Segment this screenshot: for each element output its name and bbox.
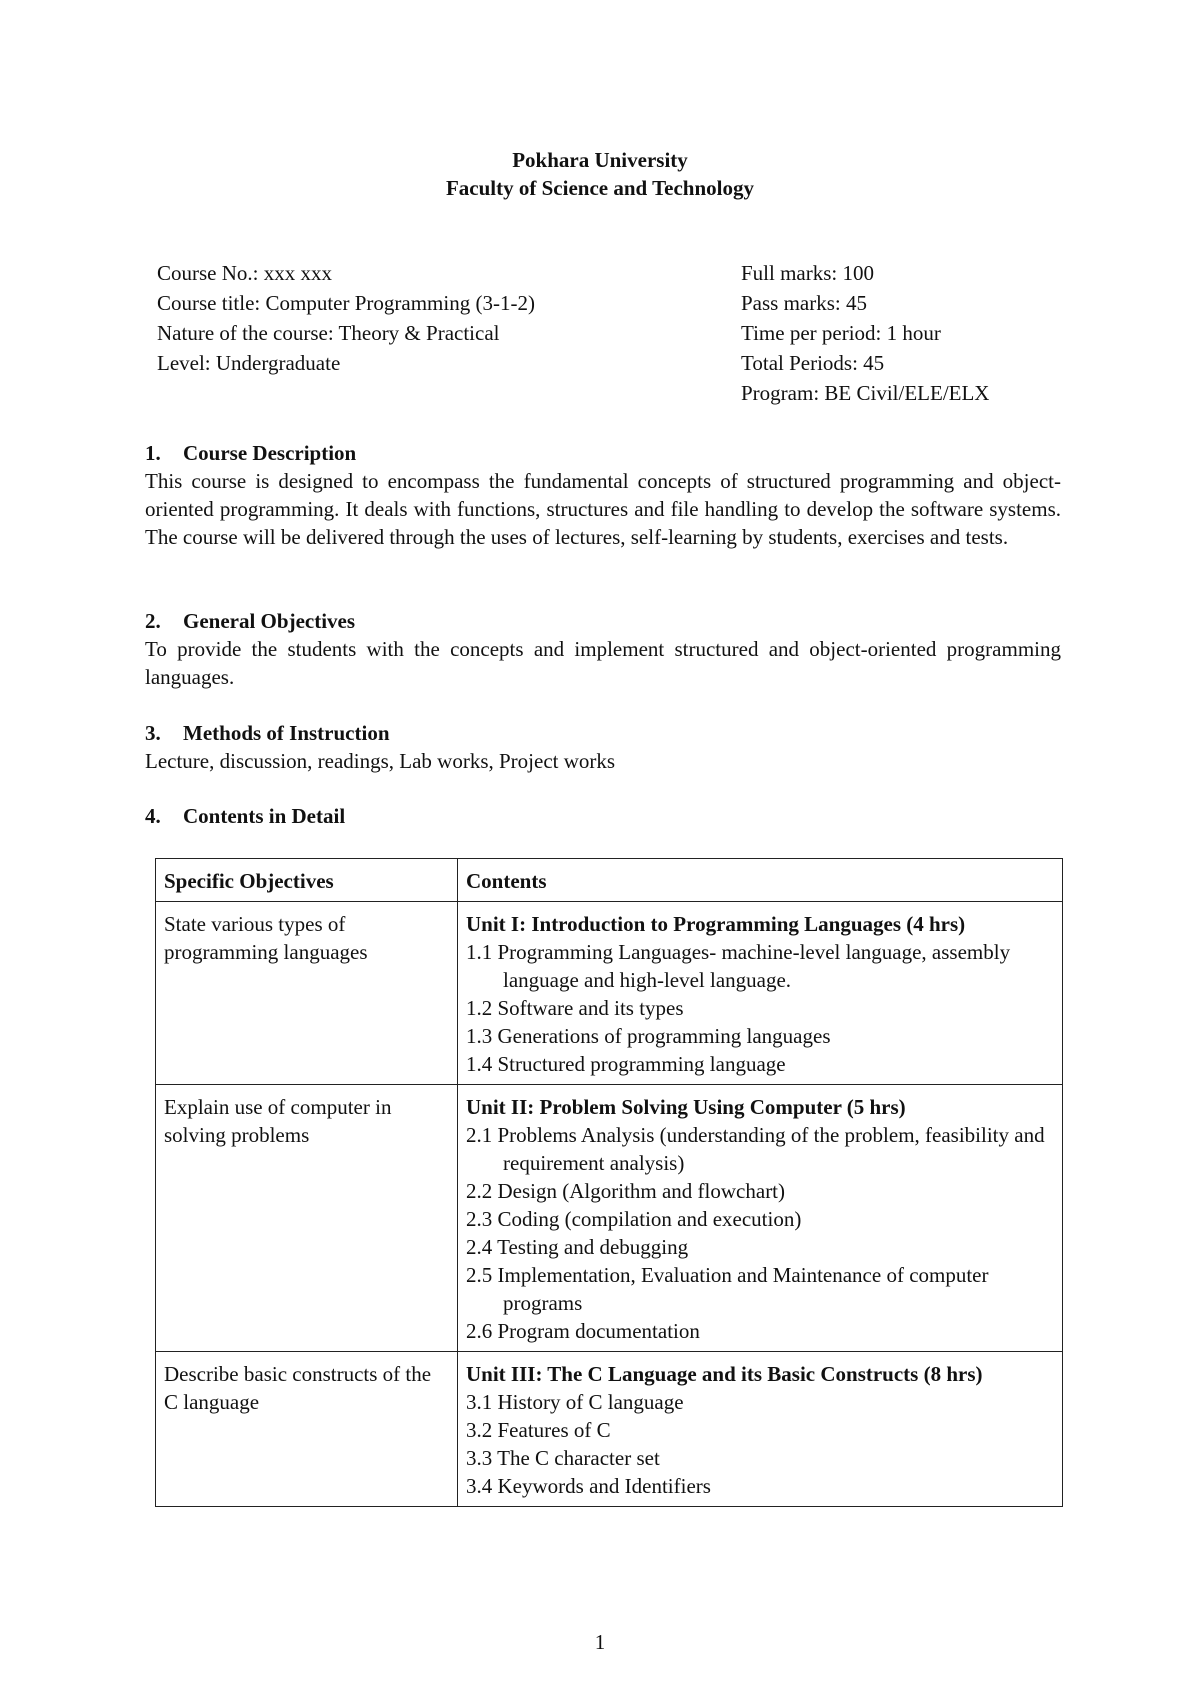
objective-cell: Describe basic constructs of the C language <box>156 1352 458 1507</box>
column-header-contents: Contents <box>458 859 1063 902</box>
pass-marks: Pass marks: 45 <box>741 291 867 315</box>
list-item: 2.6 Program documentation <box>466 1319 700 1343</box>
list-item: 3.1 History of C language <box>466 1390 684 1414</box>
list-item: 3.4 Keywords and Identifiers <box>466 1474 711 1498</box>
section-title: General Objectives <box>183 609 356 633</box>
table-row <box>156 1085 1063 1352</box>
list-item: 3.2 Features of C <box>466 1418 611 1442</box>
list-item: 2.1 Problems Analysis (understanding of the problem, feasibility and requirement analysis) <box>466 1123 1045 1175</box>
section-number: 2. <box>145 609 161 633</box>
section-heading <box>145 607 1061 635</box>
full-marks: Full marks: 100 <box>741 261 875 285</box>
section-title: Contents in Detail <box>183 804 346 828</box>
objective-cell: State various types of programming languages <box>156 902 458 1085</box>
list-item: 2.5 Implementation, Evaluation and Maintenance of computer programs <box>466 1263 989 1315</box>
section-contents-in-detail <box>145 802 1061 830</box>
course-info-left <box>157 258 717 378</box>
unit-title: Unit I: Introduction to Programming Languages (4 hrs) <box>466 912 966 936</box>
section-heading <box>145 439 1061 467</box>
list-item: 2.2 Design (Algorithm and flowchart) <box>466 1179 786 1203</box>
contents-cell <box>458 902 1063 1085</box>
university-name: Pokhara University <box>512 148 688 172</box>
course-title: Course title: Computer Programming (3-1-2) <box>157 291 535 315</box>
list-item: 1.4 Structured programming language <box>466 1052 786 1076</box>
list-item: 1.2 Software and its types <box>466 996 684 1020</box>
course-number: Course No.: xxx xxx <box>157 261 332 285</box>
section-number: 1. <box>145 441 161 465</box>
section-body: To provide the students with the concepts and implement structured and object-oriented programming languages. <box>145 637 1061 689</box>
contents-cell <box>458 1352 1063 1507</box>
document-header <box>0 146 1200 202</box>
section-methods-of-instruction <box>145 719 1061 775</box>
page-number: 1 <box>594 1630 606 1654</box>
list-item: 2.3 Coding (compilation and execution) <box>466 1207 802 1231</box>
contents-table <box>155 858 1063 1507</box>
section-number: 3. <box>145 721 161 745</box>
course-nature: Nature of the course: Theory & Practical <box>157 321 500 345</box>
table-row <box>156 1352 1063 1507</box>
faculty-name: Faculty of Science and Technology <box>445 176 755 200</box>
time-per-period: Time per period: 1 hour <box>741 321 941 345</box>
table-row <box>156 902 1063 1085</box>
list-item: 2.4 Testing and debugging <box>466 1235 689 1259</box>
unit-title: Unit III: The C Language and its Basic Constructs (8 hrs) <box>466 1362 983 1386</box>
course-level: Level: Undergraduate <box>157 351 341 375</box>
unit-title: Unit II: Problem Solving Using Computer (5 hrs) <box>466 1095 906 1119</box>
section-course-description <box>145 439 1061 551</box>
table-header-row <box>156 859 1063 902</box>
list-item: 3.3 The C character set <box>466 1446 660 1470</box>
section-number: 4. <box>145 804 161 828</box>
total-periods: Total Periods: 45 <box>741 351 885 375</box>
section-body: Lecture, discussion, readings, Lab works, Project works <box>145 749 616 773</box>
section-heading <box>145 802 1061 830</box>
course-info-right <box>741 258 1071 408</box>
objective-cell: Explain use of computer in solving problems <box>156 1085 458 1352</box>
section-general-objectives <box>145 607 1061 691</box>
section-title: Methods of Instruction <box>183 721 390 745</box>
section-body: This course is designed to encompass the fundamental concepts of structured programming and object-oriented programming. It deals with functions, structures and file handling to develop the software systems. The course will be delivered through the uses of lectures, self-learning by students, exercises and tests. <box>145 469 1061 549</box>
section-heading <box>145 719 1061 747</box>
program: Program: BE Civil/ELE/ELX <box>741 381 990 405</box>
contents-cell <box>458 1085 1063 1352</box>
list-item: 1.1 Programming Languages- machine-level language, assembly language and high-level language. <box>466 940 1011 992</box>
section-title: Course Description <box>183 441 357 465</box>
column-header-objectives: Specific Objectives <box>156 859 458 902</box>
list-item: 1.3 Generations of programming languages <box>466 1024 831 1048</box>
